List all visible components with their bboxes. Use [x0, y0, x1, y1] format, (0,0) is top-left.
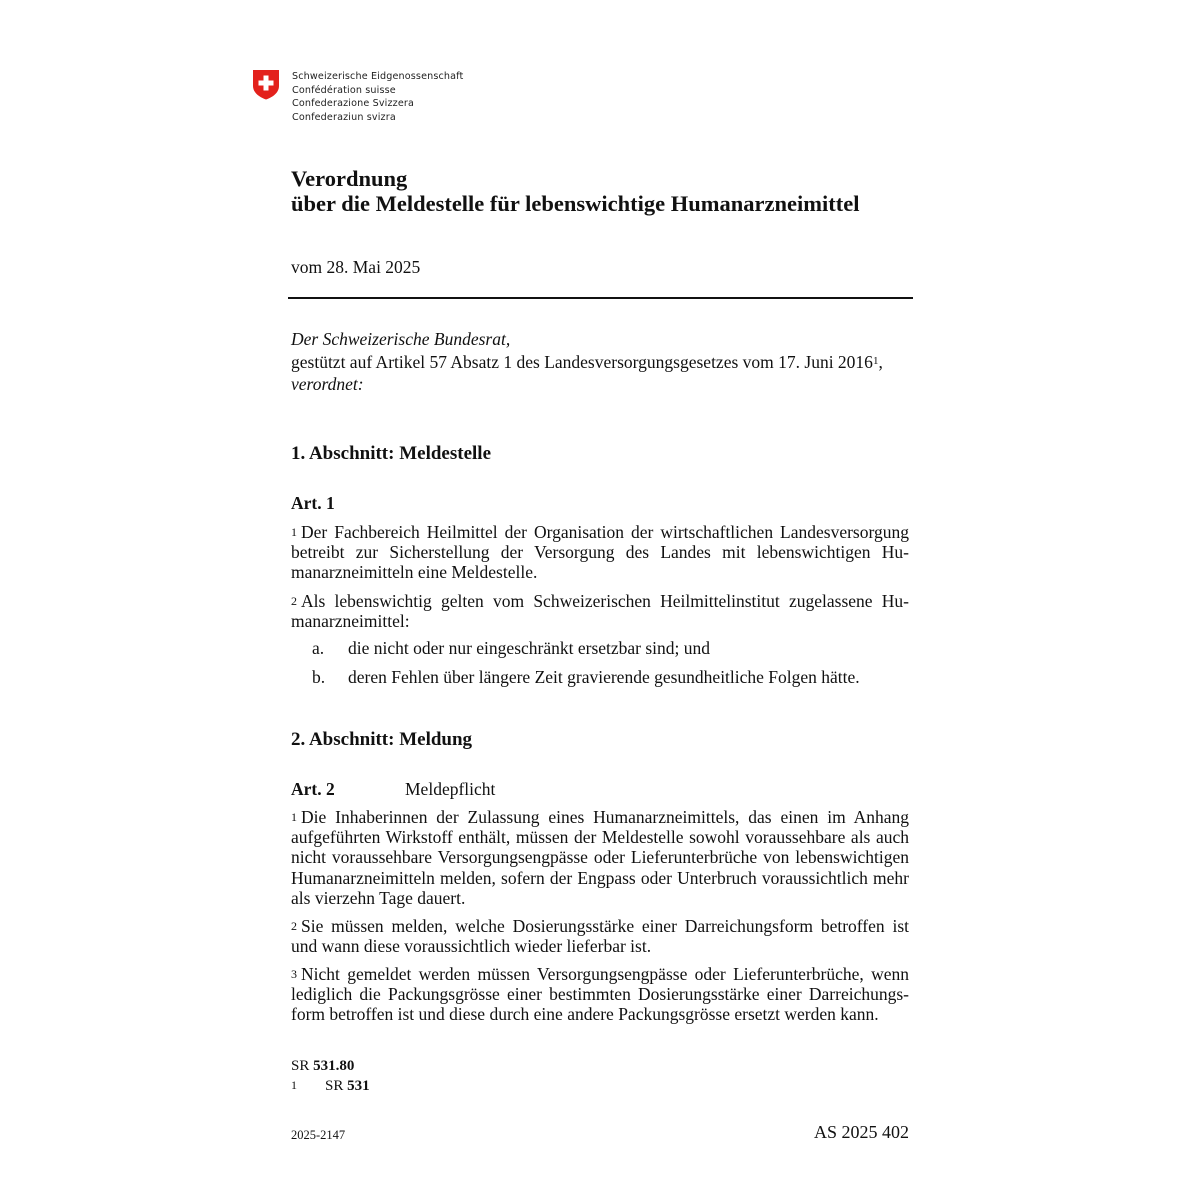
swiss-cross-emblem	[251, 69, 281, 100]
footnote-number: 531	[347, 1078, 370, 1094]
document-id: 2025-2147	[291, 1128, 346, 1142]
list-letter: b.	[312, 667, 326, 687]
preamble-authority: Der Schweizerische Bundesrat,	[291, 329, 511, 349]
paragraph-number: 1	[291, 525, 297, 539]
sr-reference	[291, 1058, 354, 1075]
title-divider	[288, 297, 913, 299]
preamble-basis-text: gestützt auf Artikel 57 Absatz 1 des Landesversorgungsgesetzes vom 17. Juni 2016	[291, 351, 873, 372]
paragraph-text: Nicht gemeldet werden müssen Versorgungsengpässe oder Lieferunterbrüche, wenn lediglich die Packungsgrösse einer bestimmten Dosierungsstärke einer Darreichungsform betroffen ist und diese durch eine andere Packungsgrösse ersetzt werden kann.	[291, 964, 909, 1025]
title-line-2: über die Meldestelle für lebenswichtige Humanarzneimittel	[291, 191, 860, 216]
article-1-number: Art. 1	[291, 493, 335, 513]
title-line-1: Verordnung	[291, 166, 408, 191]
article-2-paragraph-1	[291, 807, 909, 908]
paragraph-text: Als lebenswichtig gelten vom Schweizerischen Heilmittelinstitut zugelassene Humanarzneimittel:	[291, 591, 909, 632]
paragraph-number: 2	[291, 919, 297, 933]
list-item-a	[312, 638, 710, 659]
article-2-paragraph-2	[291, 916, 909, 956]
footnote-1	[291, 1078, 370, 1095]
list-text: die nicht oder nur eingeschränkt ersetzbar sind; und	[348, 638, 711, 658]
list-letter: a.	[312, 638, 325, 658]
sr-number: 531.80	[313, 1058, 355, 1074]
list-text: deren Fehlen über längere Zeit gravierende gesundheitliche Folgen hätte.	[348, 667, 860, 687]
footnote-ref[interactable]: 1	[872, 354, 879, 367]
document-title	[291, 166, 859, 216]
article-2-paragraph-3	[291, 964, 909, 1025]
name-italian: Confederazione Svizzera	[292, 98, 415, 110]
paragraph-number: 1	[291, 810, 297, 824]
article-1-paragraph-1	[291, 522, 909, 583]
paragraph-text: Der Fachbereich Heilmittel der Organisation der wirtschaftlichen Landesversorgung betreibt zur Sicherstellung der Versorgung des Landes mit lebenswichtigen Humanarzneimitteln eine Meldestelle.	[291, 522, 909, 583]
article-1-heading	[291, 493, 405, 514]
preamble-basis	[291, 351, 883, 374]
paragraph-number: 3	[291, 967, 297, 981]
preamble-basis-end: ,	[878, 351, 883, 372]
list-item-b	[312, 667, 860, 688]
article-2-title: Meldepflicht	[405, 779, 496, 799]
paragraph-number: 2	[291, 594, 297, 608]
confederation-names	[292, 70, 463, 124]
document-date: vom 28. Mai 2025	[291, 257, 421, 277]
article-1-paragraph-2	[291, 591, 909, 631]
footnote-prefix: SR	[325, 1078, 344, 1094]
article-2-number: Art. 2	[291, 779, 335, 799]
paragraph-text: Sie müssen melden, welche Dosierungsstärke einer Darreichungsform betroffen ist und wann diese voraussichtlich wieder lieferbar ist.	[291, 916, 909, 957]
sr-prefix: SR	[291, 1058, 310, 1074]
article-2-heading	[291, 779, 495, 800]
preamble	[291, 328, 883, 396]
name-french: Confédération suisse	[292, 84, 396, 96]
section-2-title: 2. Abschnitt: Meldung	[291, 729, 473, 750]
paragraph-text: Die Inhaberinnen der Zulassung eines Humanarzneimittels, das einen im Anhang aufgeführten Wirkstoff enthält, müssen der Meldestelle sowohl voraussehbare als auch nicht voraussehbare Versorgungsengpässe oder Lieferunterbrüche von lebenswichtigen Humanarzneimitteln melden, sofern der Engpass oder Unterbruch voraussichtlich mehr als vierzehn Tage dauert.	[291, 807, 909, 908]
section-1-title: 1. Abschnitt: Meldestelle	[291, 443, 492, 464]
preamble-verb: verordnet:	[291, 374, 364, 394]
name-romansh: Confederaziun svizra	[292, 111, 396, 123]
name-german: Schweizerische Eidgenossenschaft	[292, 71, 464, 82]
as-reference: AS 2025 402	[813, 1122, 909, 1142]
footnote-mark: 1	[291, 1078, 297, 1092]
